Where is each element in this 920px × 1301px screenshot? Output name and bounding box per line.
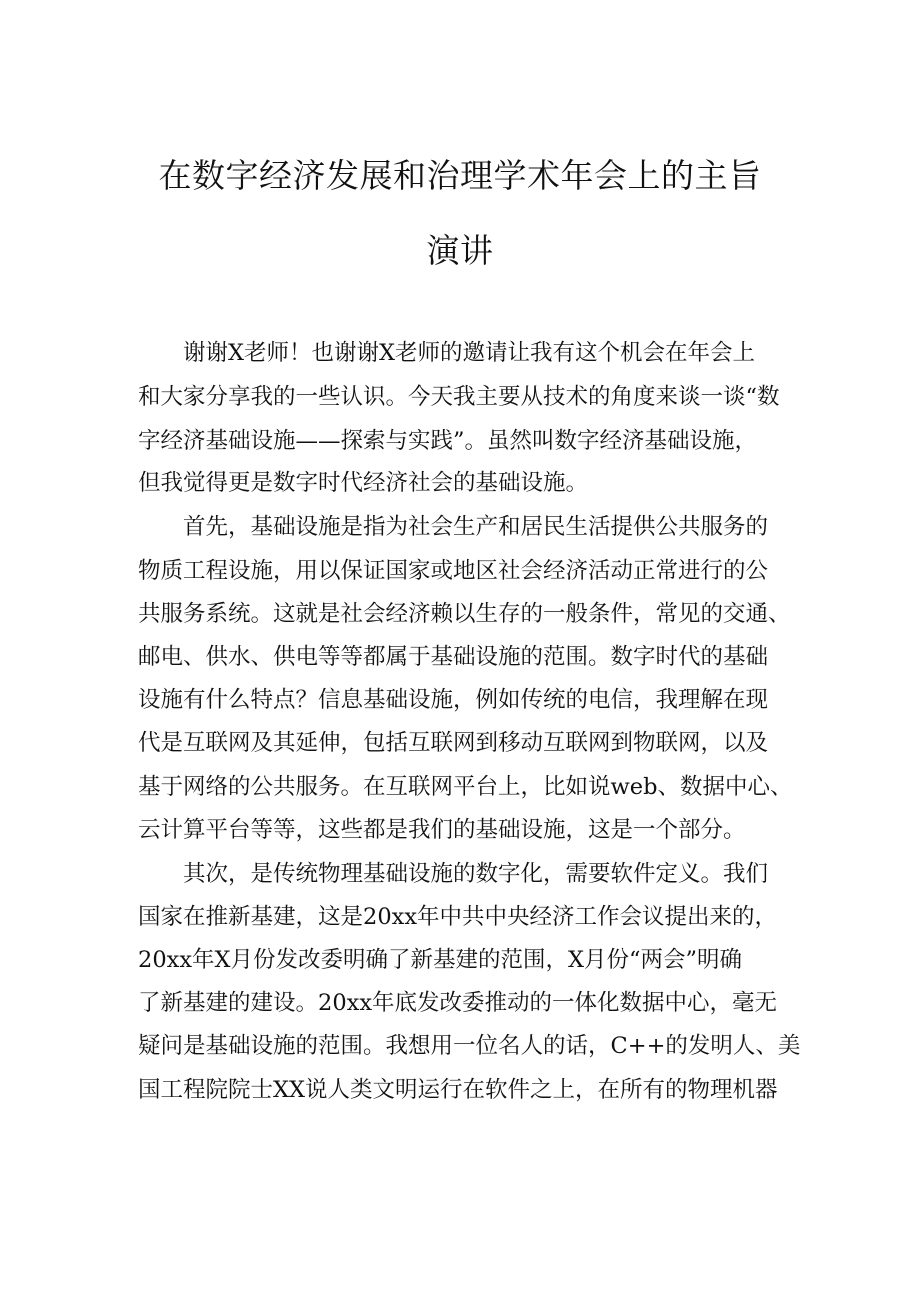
body-text-line: 字经济基础设施——探索与实践”。虽然叫数字经济基础设施， — [138, 428, 758, 454]
document-title-line-1: 在数字经济发展和治理学术年会上的主旨 — [158, 156, 762, 195]
body-text-line: 谢谢X老师！也谢谢X老师的邀请让我有这个机会在年会上 — [138, 340, 756, 366]
body-text-line: 物质工程设施，用以保证国家或地区社会经济活动正常进行的公 — [138, 558, 769, 584]
body-text-line: 国家在推新基建，这是20xx年中共中央经济工作会议提出来的， — [138, 904, 778, 930]
body-text-line: 首先，基础设施是指为社会生产和居民生活提供公共服务的 — [138, 514, 769, 540]
body-text-line: 但我觉得更是数字时代经济社会的基础设施。 — [138, 470, 589, 496]
body-text-line: 20xx年X月份发改委明确了新基建的范围，X月份“两会”明确 — [138, 947, 743, 973]
body-text-line: 基于网络的公共服务。在互联网平台上，比如说web、数据中心、 — [138, 774, 793, 800]
body-text-line: 设施有什么特点？信息基础设施，例如传统的电信，我理解在现 — [138, 687, 769, 713]
body-text-line: 了新基建的建设。20xx年底发改委推动的一体化数据中心，毫无 — [138, 990, 778, 1016]
body-text-line: 和大家分享我的一些认识。今天我主要从技术的角度来谈一谈“数 — [138, 384, 780, 410]
body-text-line: 疑问是基础设施的范围。我想用一位名人的话，C++的发明人、美 — [138, 1033, 801, 1059]
body-text-line: 其次，是传统物理基础设施的数字化，需要软件定义。我们 — [138, 861, 769, 887]
body-text-line: 邮电、供水、供电等等都属于基础设施的范围。数字时代的基础 — [138, 644, 769, 670]
body-text-line: 云计算平台等等，这些都是我们的基础设施，这是一个部分。 — [138, 817, 746, 843]
body-text-line: 代是互联网及其延伸，包括互联网到移动互联网到物联网，以及 — [138, 730, 769, 756]
body-text-line: 共服务系统。这就是社会经济赖以生存的一般条件，常见的交通、 — [138, 601, 791, 627]
body-text-line: 国工程院院士XX说人类文明运行在软件之上，在所有的物理机器 — [138, 1077, 778, 1103]
document-title-line-2: 演讲 — [426, 231, 494, 270]
